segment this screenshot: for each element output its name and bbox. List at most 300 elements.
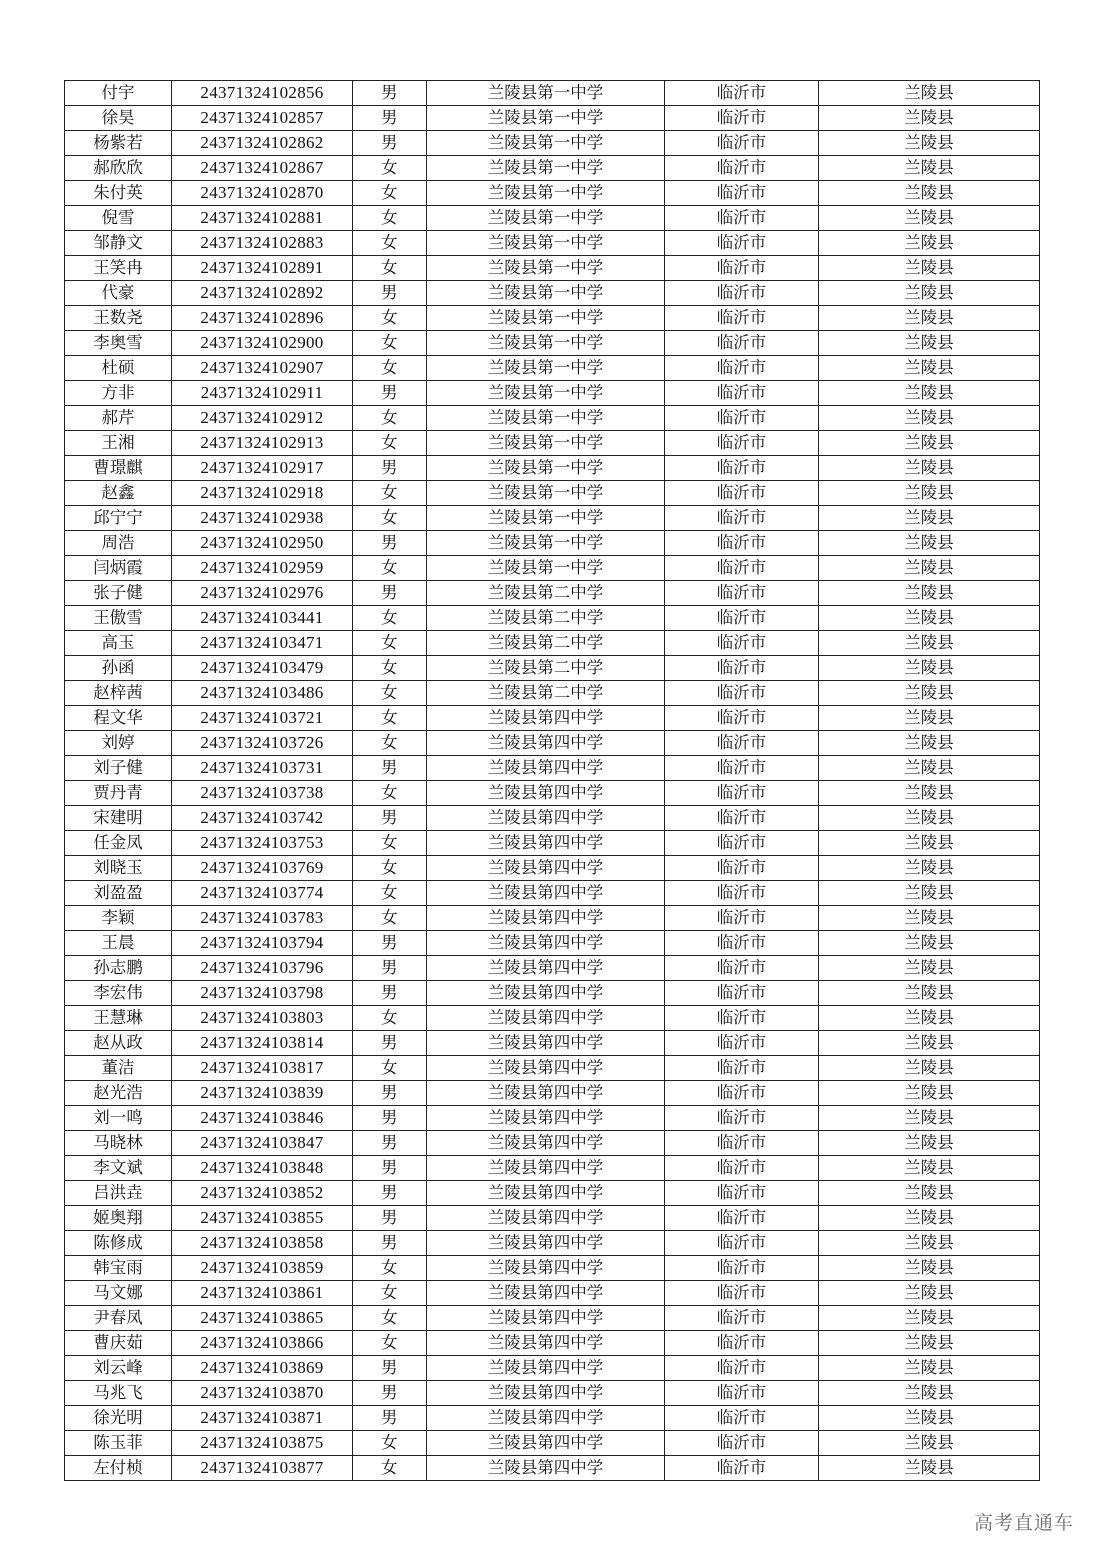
school-cell: 兰陵县第四中学	[427, 856, 665, 881]
city-cell: 临沂市	[665, 1156, 819, 1181]
student-name-cell: 方非	[65, 381, 172, 406]
gender-cell: 女	[353, 781, 427, 806]
county-cell: 兰陵县	[819, 1131, 1040, 1156]
table-row	[65, 556, 1040, 581]
gender-cell: 男	[353, 1381, 427, 1406]
county-cell: 兰陵县	[819, 1356, 1040, 1381]
gender-cell: 女	[353, 1456, 427, 1481]
city-cell: 临沂市	[665, 756, 819, 781]
exam-number-cell: 24371324103875	[172, 1431, 353, 1456]
exam-number-cell: 24371324102913	[172, 431, 353, 456]
school-cell: 兰陵县第四中学	[427, 1181, 665, 1206]
city-cell: 临沂市	[665, 606, 819, 631]
gender-cell: 男	[353, 1406, 427, 1431]
city-cell: 临沂市	[665, 1106, 819, 1131]
gender-cell: 女	[353, 606, 427, 631]
county-cell: 兰陵县	[819, 106, 1040, 131]
gender-cell: 男	[353, 531, 427, 556]
table-row	[65, 331, 1040, 356]
student-name-cell: 赵光浩	[65, 1081, 172, 1106]
school-cell: 兰陵县第二中学	[427, 581, 665, 606]
city-cell: 临沂市	[665, 581, 819, 606]
table-row	[65, 806, 1040, 831]
county-cell: 兰陵县	[819, 631, 1040, 656]
exam-number-cell: 24371324102857	[172, 106, 353, 131]
gender-cell: 女	[353, 481, 427, 506]
county-cell: 兰陵县	[819, 706, 1040, 731]
table-row	[65, 431, 1040, 456]
table-row	[65, 981, 1040, 1006]
gender-cell: 女	[353, 256, 427, 281]
school-cell: 兰陵县第二中学	[427, 656, 665, 681]
table-row	[65, 1231, 1040, 1256]
exam-number-cell: 24371324103852	[172, 1181, 353, 1206]
table-row	[65, 1281, 1040, 1306]
school-cell: 兰陵县第四中学	[427, 781, 665, 806]
school-cell: 兰陵县第四中学	[427, 1131, 665, 1156]
exam-number-cell: 24371324103753	[172, 831, 353, 856]
gender-cell: 男	[353, 381, 427, 406]
school-cell: 兰陵县第二中学	[427, 606, 665, 631]
exam-number-cell: 24371324103817	[172, 1056, 353, 1081]
city-cell: 临沂市	[665, 856, 819, 881]
city-cell: 临沂市	[665, 331, 819, 356]
city-cell: 临沂市	[665, 731, 819, 756]
county-cell: 兰陵县	[819, 1231, 1040, 1256]
gender-cell: 女	[353, 331, 427, 356]
table-row	[65, 1006, 1040, 1031]
exam-number-cell: 24371324102976	[172, 581, 353, 606]
student-name-cell: 王数尧	[65, 306, 172, 331]
school-cell: 兰陵县第一中学	[427, 381, 665, 406]
exam-number-cell: 24371324103783	[172, 906, 353, 931]
exam-number-cell: 24371324102862	[172, 131, 353, 156]
table-row	[65, 231, 1040, 256]
school-cell: 兰陵县第一中学	[427, 81, 665, 106]
school-cell: 兰陵县第四中学	[427, 756, 665, 781]
city-cell: 临沂市	[665, 1131, 819, 1156]
table-row	[65, 481, 1040, 506]
gender-cell: 女	[353, 156, 427, 181]
school-cell: 兰陵县第一中学	[427, 256, 665, 281]
city-cell: 临沂市	[665, 1181, 819, 1206]
table-row	[65, 906, 1040, 931]
exam-number-cell: 24371324103877	[172, 1456, 353, 1481]
county-cell: 兰陵县	[819, 1181, 1040, 1206]
exam-number-cell: 24371324102918	[172, 481, 353, 506]
gender-cell: 男	[353, 1106, 427, 1131]
city-cell: 临沂市	[665, 1281, 819, 1306]
gender-cell: 女	[353, 1431, 427, 1456]
student-name-cell: 王慧琳	[65, 1006, 172, 1031]
table-row	[65, 931, 1040, 956]
student-name-cell: 孙志鹏	[65, 956, 172, 981]
city-cell: 临沂市	[665, 981, 819, 1006]
county-cell: 兰陵县	[819, 731, 1040, 756]
school-cell: 兰陵县第四中学	[427, 981, 665, 1006]
student-name-cell: 郝欣欣	[65, 156, 172, 181]
exam-number-cell: 24371324103721	[172, 706, 353, 731]
gender-cell: 男	[353, 81, 427, 106]
city-cell: 临沂市	[665, 706, 819, 731]
school-cell: 兰陵县第四中学	[427, 1306, 665, 1331]
exam-number-cell: 24371324102917	[172, 456, 353, 481]
student-name-cell: 付宇	[65, 81, 172, 106]
student-name-cell: 高玉	[65, 631, 172, 656]
gender-cell: 女	[353, 1256, 427, 1281]
city-cell: 临沂市	[665, 1081, 819, 1106]
school-cell: 兰陵县第四中学	[427, 956, 665, 981]
student-name-cell: 姬奥翔	[65, 1206, 172, 1231]
exam-number-cell: 24371324103803	[172, 1006, 353, 1031]
gender-cell: 女	[353, 306, 427, 331]
exam-number-cell: 24371324103865	[172, 1306, 353, 1331]
county-cell: 兰陵县	[819, 506, 1040, 531]
table-row	[65, 381, 1040, 406]
city-cell: 临沂市	[665, 1006, 819, 1031]
county-cell: 兰陵县	[819, 1456, 1040, 1481]
gender-cell: 女	[353, 1056, 427, 1081]
table-row	[65, 1031, 1040, 1056]
city-cell: 临沂市	[665, 906, 819, 931]
city-cell: 临沂市	[665, 556, 819, 581]
school-cell: 兰陵县第四中学	[427, 1456, 665, 1481]
school-cell: 兰陵县第四中学	[427, 1406, 665, 1431]
exam-number-cell: 24371324103769	[172, 856, 353, 881]
school-cell: 兰陵县第四中学	[427, 1106, 665, 1131]
exam-number-cell: 24371324103858	[172, 1231, 353, 1256]
city-cell: 临沂市	[665, 506, 819, 531]
student-name-cell: 刘盈盈	[65, 881, 172, 906]
table-row	[65, 681, 1040, 706]
city-cell: 临沂市	[665, 656, 819, 681]
school-cell: 兰陵县第四中学	[427, 1081, 665, 1106]
gender-cell: 男	[353, 1181, 427, 1206]
table-row	[65, 306, 1040, 331]
gender-cell: 男	[353, 806, 427, 831]
school-cell: 兰陵县第四中学	[427, 706, 665, 731]
city-cell: 临沂市	[665, 1381, 819, 1406]
city-cell: 临沂市	[665, 881, 819, 906]
gender-cell: 女	[353, 231, 427, 256]
city-cell: 临沂市	[665, 1356, 819, 1381]
table-row	[65, 206, 1040, 231]
exam-number-cell: 24371324102883	[172, 231, 353, 256]
county-cell: 兰陵县	[819, 906, 1040, 931]
county-cell: 兰陵县	[819, 1281, 1040, 1306]
city-cell: 临沂市	[665, 431, 819, 456]
county-cell: 兰陵县	[819, 1206, 1040, 1231]
city-cell: 临沂市	[665, 481, 819, 506]
student-name-cell: 王湘	[65, 431, 172, 456]
school-cell: 兰陵县第四中学	[427, 881, 665, 906]
gender-cell: 女	[353, 706, 427, 731]
city-cell: 临沂市	[665, 831, 819, 856]
city-cell: 临沂市	[665, 256, 819, 281]
county-cell: 兰陵县	[819, 856, 1040, 881]
gender-cell: 女	[353, 406, 427, 431]
school-cell: 兰陵县第一中学	[427, 531, 665, 556]
county-cell: 兰陵县	[819, 406, 1040, 431]
table-row	[65, 706, 1040, 731]
county-cell: 兰陵县	[819, 306, 1040, 331]
gender-cell: 男	[353, 1131, 427, 1156]
city-cell: 临沂市	[665, 1056, 819, 1081]
student-name-cell: 吕洪垚	[65, 1181, 172, 1206]
gender-cell: 男	[353, 756, 427, 781]
student-name-cell: 宋建明	[65, 806, 172, 831]
table-row	[65, 756, 1040, 781]
county-cell: 兰陵县	[819, 681, 1040, 706]
table-row	[65, 581, 1040, 606]
school-cell: 兰陵县第四中学	[427, 1256, 665, 1281]
gender-cell: 女	[353, 656, 427, 681]
gender-cell: 女	[353, 856, 427, 881]
student-name-cell: 徐昊	[65, 106, 172, 131]
exam-number-cell: 24371324103839	[172, 1081, 353, 1106]
student-name-cell: 邱宁宁	[65, 506, 172, 531]
school-cell: 兰陵县第一中学	[427, 556, 665, 581]
table-row	[65, 1106, 1040, 1131]
school-cell: 兰陵县第一中学	[427, 206, 665, 231]
school-cell: 兰陵县第一中学	[427, 481, 665, 506]
student-name-cell: 杜硕	[65, 356, 172, 381]
table-row	[65, 1331, 1040, 1356]
county-cell: 兰陵县	[819, 1081, 1040, 1106]
school-cell: 兰陵县第一中学	[427, 431, 665, 456]
city-cell: 临沂市	[665, 231, 819, 256]
gender-cell: 男	[353, 1156, 427, 1181]
student-name-cell: 陈修成	[65, 1231, 172, 1256]
gender-cell: 男	[353, 106, 427, 131]
gender-cell: 女	[353, 631, 427, 656]
exam-number-cell: 24371324103796	[172, 956, 353, 981]
county-cell: 兰陵县	[819, 656, 1040, 681]
county-cell: 兰陵县	[819, 131, 1040, 156]
student-name-cell: 刘一鸣	[65, 1106, 172, 1131]
school-cell: 兰陵县第一中学	[427, 106, 665, 131]
school-cell: 兰陵县第一中学	[427, 281, 665, 306]
table-row	[65, 856, 1040, 881]
city-cell: 临沂市	[665, 1256, 819, 1281]
table-row	[65, 1306, 1040, 1331]
gender-cell: 女	[353, 556, 427, 581]
table-row	[65, 181, 1040, 206]
exam-number-cell: 24371324103798	[172, 981, 353, 1006]
table-row	[65, 1056, 1040, 1081]
county-cell: 兰陵县	[819, 181, 1040, 206]
exam-number-cell: 24371324103871	[172, 1406, 353, 1431]
exam-number-cell: 24371324103738	[172, 781, 353, 806]
county-cell: 兰陵县	[819, 1256, 1040, 1281]
gender-cell: 男	[353, 131, 427, 156]
city-cell: 临沂市	[665, 81, 819, 106]
county-cell: 兰陵县	[819, 556, 1040, 581]
exam-number-cell: 24371324103855	[172, 1206, 353, 1231]
gender-cell: 女	[353, 731, 427, 756]
table-row	[65, 506, 1040, 531]
city-cell: 临沂市	[665, 631, 819, 656]
county-cell: 兰陵县	[819, 981, 1040, 1006]
gender-cell: 女	[353, 1331, 427, 1356]
exam-number-cell: 24371324103479	[172, 656, 353, 681]
exam-number-cell: 24371324103861	[172, 1281, 353, 1306]
table-row	[65, 106, 1040, 131]
gender-cell: 女	[353, 1306, 427, 1331]
county-cell: 兰陵县	[819, 606, 1040, 631]
student-name-cell: 马兆飞	[65, 1381, 172, 1406]
gender-cell: 男	[353, 1081, 427, 1106]
city-cell: 临沂市	[665, 1406, 819, 1431]
school-cell: 兰陵县第四中学	[427, 1281, 665, 1306]
gender-cell: 女	[353, 831, 427, 856]
student-name-cell: 徐光明	[65, 1406, 172, 1431]
city-cell: 临沂市	[665, 306, 819, 331]
county-cell: 兰陵县	[819, 881, 1040, 906]
student-name-cell: 王晨	[65, 931, 172, 956]
student-name-cell: 赵鑫	[65, 481, 172, 506]
student-name-cell: 邹静文	[65, 231, 172, 256]
exam-number-cell: 24371324103847	[172, 1131, 353, 1156]
table-row	[65, 456, 1040, 481]
gender-cell: 女	[353, 431, 427, 456]
table-row	[65, 81, 1040, 106]
table-row	[65, 731, 1040, 756]
city-cell: 临沂市	[665, 931, 819, 956]
county-cell: 兰陵县	[819, 431, 1040, 456]
gender-cell: 男	[353, 581, 427, 606]
gender-cell: 女	[353, 181, 427, 206]
school-cell: 兰陵县第四中学	[427, 1206, 665, 1231]
student-name-cell: 董洁	[65, 1056, 172, 1081]
gender-cell: 男	[353, 1356, 427, 1381]
gender-cell: 男	[353, 956, 427, 981]
county-cell: 兰陵县	[819, 1156, 1040, 1181]
exam-number-cell: 24371324103869	[172, 1356, 353, 1381]
city-cell: 临沂市	[665, 806, 819, 831]
student-name-cell: 李文斌	[65, 1156, 172, 1181]
table-row	[65, 1156, 1040, 1181]
school-cell: 兰陵县第一中学	[427, 231, 665, 256]
student-name-cell: 倪雪	[65, 206, 172, 231]
county-cell: 兰陵县	[819, 1056, 1040, 1081]
exam-number-cell: 24371324102896	[172, 306, 353, 331]
student-name-cell: 赵梓茜	[65, 681, 172, 706]
school-cell: 兰陵县第一中学	[427, 306, 665, 331]
county-cell: 兰陵县	[819, 256, 1040, 281]
exam-number-cell: 24371324103794	[172, 931, 353, 956]
student-name-cell: 贾丹青	[65, 781, 172, 806]
table-row	[65, 631, 1040, 656]
student-name-cell: 刘云峰	[65, 1356, 172, 1381]
county-cell: 兰陵县	[819, 1006, 1040, 1031]
student-name-cell: 马文娜	[65, 1281, 172, 1306]
student-name-cell: 周浩	[65, 531, 172, 556]
gender-cell: 男	[353, 931, 427, 956]
city-cell: 临沂市	[665, 781, 819, 806]
school-cell: 兰陵县第一中学	[427, 131, 665, 156]
exam-number-cell: 24371324103742	[172, 806, 353, 831]
city-cell: 临沂市	[665, 131, 819, 156]
county-cell: 兰陵县	[819, 356, 1040, 381]
county-cell: 兰陵县	[819, 756, 1040, 781]
school-cell: 兰陵县第四中学	[427, 806, 665, 831]
school-cell: 兰陵县第四中学	[427, 1031, 665, 1056]
exam-number-cell: 24371324102959	[172, 556, 353, 581]
gender-cell: 男	[353, 1206, 427, 1231]
table-row	[65, 1406, 1040, 1431]
student-name-cell: 杨紫若	[65, 131, 172, 156]
table-row	[65, 1256, 1040, 1281]
school-cell: 兰陵县第四中学	[427, 1156, 665, 1181]
exam-number-cell: 24371324102900	[172, 331, 353, 356]
exam-number-cell: 24371324102856	[172, 81, 353, 106]
school-cell: 兰陵县第四中学	[427, 931, 665, 956]
county-cell: 兰陵县	[819, 956, 1040, 981]
exam-number-cell: 24371324102870	[172, 181, 353, 206]
student-name-cell: 韩宝雨	[65, 1256, 172, 1281]
exam-number-cell: 24371324103814	[172, 1031, 353, 1056]
county-cell: 兰陵县	[819, 831, 1040, 856]
exam-number-cell: 24371324103859	[172, 1256, 353, 1281]
school-cell: 兰陵县第一中学	[427, 181, 665, 206]
county-cell: 兰陵县	[819, 1031, 1040, 1056]
gender-cell: 女	[353, 681, 427, 706]
table-row	[65, 256, 1040, 281]
gender-cell: 女	[353, 356, 427, 381]
exam-number-cell: 24371324103726	[172, 731, 353, 756]
student-name-cell: 代豪	[65, 281, 172, 306]
student-name-cell: 左付桢	[65, 1456, 172, 1481]
table-row	[65, 1381, 1040, 1406]
table-row	[65, 956, 1040, 981]
student-name-cell: 曹璟麒	[65, 456, 172, 481]
school-cell: 兰陵县第四中学	[427, 1331, 665, 1356]
exam-number-cell: 24371324102892	[172, 281, 353, 306]
student-name-cell: 刘晓玉	[65, 856, 172, 881]
table-row	[65, 281, 1040, 306]
school-cell: 兰陵县第一中学	[427, 356, 665, 381]
student-name-cell: 李颖	[65, 906, 172, 931]
city-cell: 临沂市	[665, 1231, 819, 1256]
county-cell: 兰陵县	[819, 581, 1040, 606]
county-cell: 兰陵县	[819, 206, 1040, 231]
city-cell: 临沂市	[665, 106, 819, 131]
city-cell: 临沂市	[665, 381, 819, 406]
gender-cell: 男	[353, 281, 427, 306]
table-row	[65, 781, 1040, 806]
exam-number-cell: 24371324103846	[172, 1106, 353, 1131]
watermark-text: 高考直通车	[973, 1512, 1074, 1534]
student-name-cell: 刘子健	[65, 756, 172, 781]
gender-cell: 男	[353, 1031, 427, 1056]
city-cell: 临沂市	[665, 1431, 819, 1456]
student-name-cell: 王傲雪	[65, 606, 172, 631]
table-row	[65, 606, 1040, 631]
school-cell: 兰陵县第四中学	[427, 1356, 665, 1381]
student-name-cell: 任金凤	[65, 831, 172, 856]
school-cell: 兰陵县第四中学	[427, 1056, 665, 1081]
county-cell: 兰陵县	[819, 781, 1040, 806]
city-cell: 临沂市	[665, 406, 819, 431]
county-cell: 兰陵县	[819, 1331, 1040, 1356]
roster-table	[64, 80, 1040, 1481]
table-row	[65, 356, 1040, 381]
school-cell: 兰陵县第四中学	[427, 1381, 665, 1406]
city-cell: 临沂市	[665, 356, 819, 381]
county-cell: 兰陵县	[819, 481, 1040, 506]
table-row	[65, 1081, 1040, 1106]
